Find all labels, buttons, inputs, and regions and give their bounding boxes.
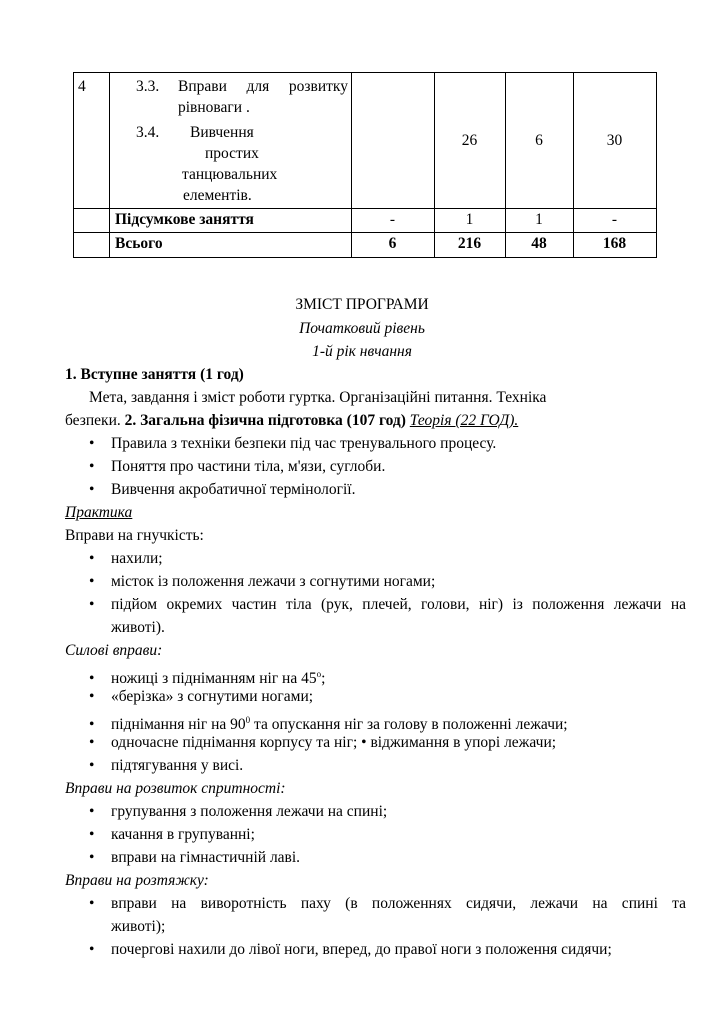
theory-link: Теорія (22 ГОД). [409,412,519,429]
bullet-icon: • [89,573,95,590]
list-item-text: ; [321,670,326,687]
list-item-text: вправи на виворотність паху (в положеннях сидячи, лежачи на спині та [111,895,686,912]
list-item-text: одночасне піднімання корпусу та ніг; • віджимання в упорі лежачи; [111,734,557,751]
list-item-text: качання в групуванні; [111,826,255,843]
bullet-icon: • [89,688,95,705]
bullet-icon: • [89,941,95,958]
list-item-text: нахили; [111,550,163,567]
table-col-line [656,72,657,258]
year-subtitle: 1-й рік нвчання [312,343,412,360]
paragraph-line [65,410,518,432]
list-item [89,893,111,915]
list-item [89,755,243,777]
item-text: елементів. [183,187,252,204]
table-cell: 1 [535,211,543,228]
list-item-text: Поняття про частини тіла, м'язи, суглоби. [111,458,386,475]
bullet-icon: • [89,435,95,452]
list-item [89,548,163,570]
table-cell: 6 [535,132,543,149]
list-item [89,732,556,754]
item-text: Вивчення [190,124,254,141]
flex-heading: Вправи на гнучкість: [65,527,204,544]
section2-title: 2. Загальна фізична підготовка (107 год) [124,412,406,429]
item-text: простих [205,145,259,162]
bullet-icon: • [89,716,95,733]
list-item-text: ножиці з підніманням ніг на 45 [111,670,317,687]
paragraph-line: Мета, завдання і зміст роботи гуртка. Організаційні питання. Техніка [89,389,547,406]
table-cell: 30 [606,132,623,149]
table-col-line [109,72,110,258]
table-cell: 1 [465,211,474,228]
row-number: 4 [78,78,86,95]
summary-table [73,72,657,258]
bullet-icon: • [89,803,95,820]
table-cell: 216 [457,235,482,252]
bullet-icon: • [89,670,95,687]
bullet-icon: • [89,596,95,613]
bullet-icon: • [89,458,95,475]
bullet-icon: • [89,826,95,843]
bullet-icon: • [89,895,95,912]
table-cell: - [389,211,396,228]
item-text: танцювальних [182,166,278,183]
list-item-text: місток із положення лежачи з согнутими ногами; [111,573,436,590]
table-cell: 168 [602,235,627,252]
list-item [89,801,387,823]
table-col-line [351,72,352,258]
list-item-text: підтягування у висі. [111,757,244,774]
page-title: ЗМІСТ ПРОГРАМИ [295,296,429,313]
item-text: рівноваги . [178,99,250,116]
bullet-icon: • [89,550,95,567]
list-item-text: піднімання ніг на 90 [111,716,246,733]
list-item [89,571,435,593]
table-cell: - [611,211,618,228]
row-label: Всього [115,235,163,252]
table-cell: 26 [461,132,478,149]
table-cell: 48 [531,235,547,252]
list-item-text: почергові нахили до лівої ноги, вперед, до правої ноги з положення сидячи; [111,941,612,958]
list-item [89,594,111,616]
bullet-icon: • [89,849,95,866]
list-item-text: Правила з техніки безпеки під час тренувального процесу. [111,435,497,452]
paragraph-text: безпеки. [65,412,125,429]
section-title: 1. Вступне заняття (1 год) [65,366,244,383]
level-subtitle: Початковий рівень [299,320,425,337]
list-item-text: підйом окремих частин тіла (рук, плечей, голови, ніг) із положення лежачи на [111,596,686,613]
list-item-text: та опускання ніг за голову в положенні лежачи; [250,716,568,733]
table-col-line [573,72,574,258]
item-number: 3.4. [136,124,160,141]
strength-heading: Силові вправи: [65,642,163,659]
list-item-text: Вивчення акробатичної термінології. [111,481,356,498]
practice-heading: Практика [65,504,133,521]
stretch-heading: Вправи на розтяжку: [65,872,209,889]
list-item [89,939,612,961]
section-title-inline [125,412,406,429]
row-label: Підсумкове заняття [115,211,254,228]
bullet-icon: • [89,734,95,751]
agility-heading: Вправи на розвиток спритності: [65,780,286,797]
list-item [89,479,355,501]
list-item [89,847,300,869]
list-item [89,433,496,455]
list-item [89,456,385,478]
table-col-line [434,72,435,258]
table-cell: 6 [388,235,397,252]
bullet-icon: • [89,481,95,498]
list-item-text-continued: животі). [111,619,165,636]
list-item-text: групування з положення лежачи на спині; [111,803,388,820]
degree-superscript: о [316,669,322,679]
item-text: Вправи для розвитку [178,78,348,95]
degree-superscript: 0 [245,715,251,725]
item-number: 3.3. [136,78,160,95]
table-col-line [505,72,506,258]
list-item-text-continued: животі); [111,918,166,935]
bullet-icon: • [89,757,95,774]
list-item-text: вправи на гімнастичній лаві. [111,849,301,866]
list-item [89,686,313,708]
table-border-top [73,72,657,73]
table-col-line [73,72,74,258]
list-item [89,824,255,846]
list-item-text: «берізка» з согнутими ногами; [111,688,314,705]
table-border-bottom [73,257,657,258]
